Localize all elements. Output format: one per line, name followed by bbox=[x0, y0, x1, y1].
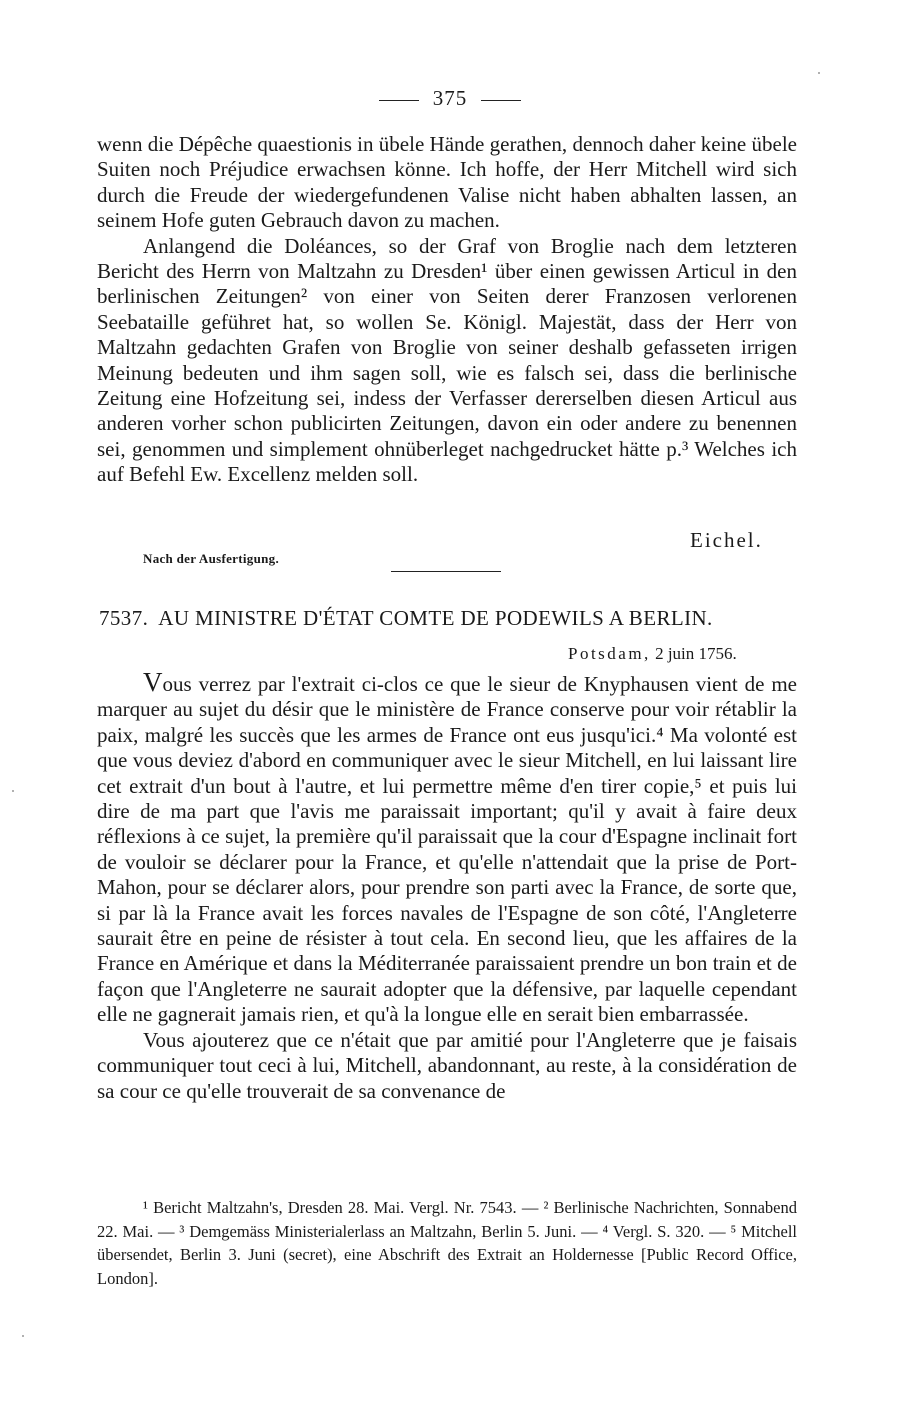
paragraph: Vous verrez par l'extrait ci-clos ce que le sieur de Knyphausen vient de me marquer au sujet du désir que le ministère de France conserve pour voir rétablir la paix, malgré les succès que les armes de France ont eus jusqu'ici.⁴ Ma volonté est que vous deviez d'abord en communiquer avec le sieur Mitchell, en lui laissant lire cet extrait d'un bout à l'autre, et lui permettre même d'en tirer copie,⁵ et puis lui dire de ma part que l'avis me paraissait important; qu'il y avait à faire deux réflexions à ce sujet, la première qu'il paraissait que la cour d'Espagne inclinait fort de vouloir se déclarer pour la France, et qu'elle n'attendait que la prise de Port-Mahon, pour se déclarer alors, pour prendre son parti avec la France, de sorte que, si par là la France avait les forces navales de l'Espagne de son côté, l'Angleterre saurait être en peine de résister à tout cela. En second lieu, que les affaires de la France en Amérique et dans la Méditerranée paraissaient prendre un bon train et de façon que l'Angleterre ne saurait adopter que la défensive, par laquelle cependant elle ne gagnerait jamais rien, et qu'à la longue elle en serait bien embarrassée. bbox=[97, 667, 797, 1027]
signature: Eichel. bbox=[690, 528, 763, 552]
document-date: 2 juin 1756. bbox=[655, 644, 737, 663]
footnote-text: ¹ Bericht Maltzahn's, Dresden 28. Mai. Vergl. Nr. 7543. — ² Berlinische Nachrichten, Sonnabend 22. Mai. — ³ Demgemäss Ministerialerlass an Maltzahn, Berlin 5. Juni. — ⁴ Vergl. S. 320. — ⁵ Mitchell übersendet, Berlin 3. Juni (secret), eine Abschrift des Extrait an Holdernesse [Public Record Office, London]. bbox=[97, 1198, 797, 1288]
document-heading bbox=[99, 606, 799, 631]
paragraph: Vous ajouterez que ce n'était que par amitié pour l'Angleterre que je faisais communiquer tout ceci à lui, Mitchell, abandonnant, au reste, à la considération de sa cour ce qu'elle trouverait de sa convenance de bbox=[97, 1027, 797, 1103]
source-note: Nach der Ausfertigung. bbox=[143, 551, 280, 566]
page-header bbox=[0, 86, 900, 111]
scan-speck bbox=[22, 1335, 24, 1337]
page-number: 375 bbox=[432, 86, 468, 110]
letter-body-text bbox=[97, 667, 797, 1104]
header-dash-right bbox=[481, 100, 521, 101]
paragraph: Anlangend die Doléances, so der Graf von Broglie nach dem letzteren Bericht des Herrn von Maltzahn zu Dresden¹ über einen gewissen Articul in den berlinischen Zeitungen² von einer von Seiten derer Franzosen verlorenen Seebataille geführet hat, so wollen Se. Königl. Majestät, dass der Herr von Maltzahn gedachten Grafen von Broglie von seiner deshalb gefasseten irrigen Meinung bedeuten und ihm sagen soll, wie es falsch sei, dass die berlinische Zeitung eine Hofzeitung sei, indess der Verfasser dererselben diesen Articul aus anderen vorher schon publicirten Zeitungen, davon ein oder andere zu benennen sei, genommen und simplement ohnüberleget nachgedrucket hätte p.³ Welches ich auf Befehl Ew. Excellenz melden soll. bbox=[97, 233, 797, 487]
letter-continuation-text bbox=[97, 132, 797, 488]
document-place: Potsdam, bbox=[568, 644, 651, 663]
paragraph: wenn die Dépêche quaestionis in übele Hände gerathen, dennoch daher keine übele Suiten noch Préjudice erwachsen könne. Ich hoffe, der Herr Mitchell wird sich durch die Freude der wiedergefundenen Valise nicht haben abhalten lassen, an seinem Hofe guten Gebrauch davon zu machen. bbox=[97, 132, 797, 233]
place-date-line bbox=[568, 644, 737, 664]
document-title: AU MINISTRE D'ÉTAT COMTE DE PODEWILS A BERLIN. bbox=[158, 606, 713, 630]
footnotes bbox=[97, 1196, 797, 1290]
document-number: 7537. bbox=[99, 606, 149, 630]
scan-speck bbox=[12, 790, 14, 792]
section-divider bbox=[391, 571, 501, 572]
header-dash-left bbox=[379, 100, 419, 101]
scan-speck bbox=[818, 72, 820, 74]
